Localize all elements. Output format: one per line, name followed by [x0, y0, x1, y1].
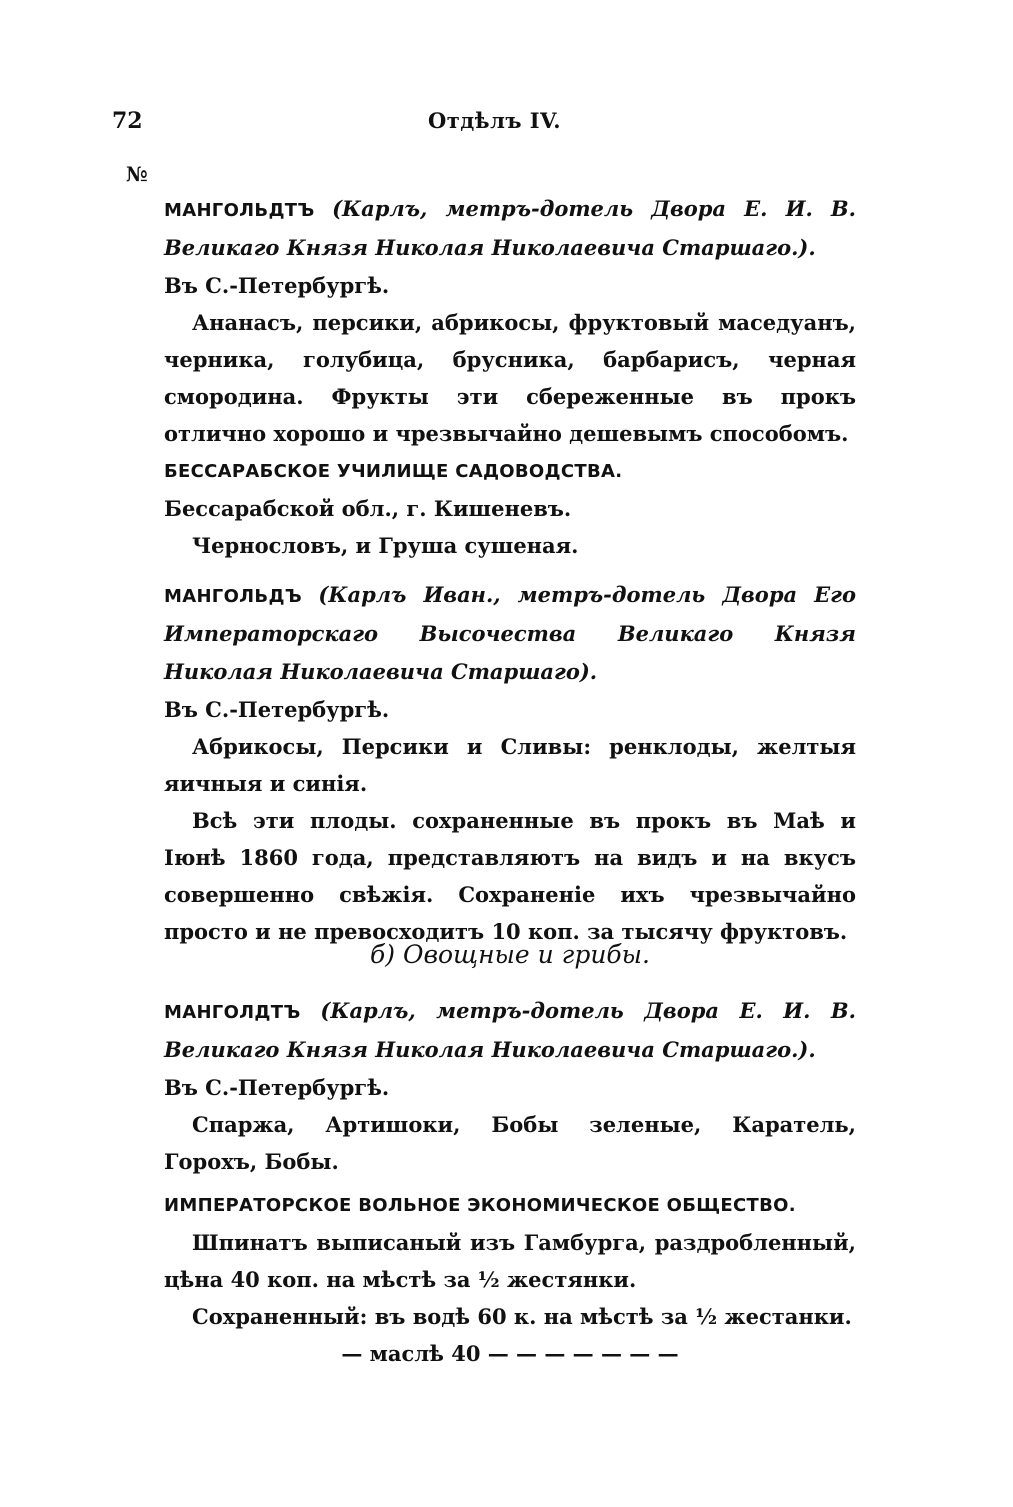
- exhibitor-name: МАНГОЛЬДЪ: [164, 586, 302, 607]
- entry-mangold-2: [164, 576, 856, 950]
- exhibit-description: Ананасъ, персики, абрикосы, фруктовый маседуанъ, черника, голубица, брусника, барбарисъ, черная смородина. Фрукты эти сбереженные въ прокъ отлично хорошо и чрезвычайно дешевымъ способомъ.: [164, 310, 856, 446]
- exhibitor-place: Въ С.-Петербургѣ.: [164, 1075, 390, 1100]
- entry-heading: [164, 576, 856, 691]
- exhibit-price-line-oil: — маслѣ 40 — — — — — — —: [341, 1341, 679, 1366]
- page-header: [112, 108, 852, 140]
- entry-heading: [164, 190, 856, 267]
- entry-heading: [164, 452, 856, 490]
- entry-mangoldt-1: [164, 190, 856, 452]
- entry-heading: [164, 992, 856, 1069]
- entry-economic-society: [164, 1186, 856, 1372]
- exhibitor-name: МАНГОЛЬДТЪ: [164, 200, 315, 221]
- page-number: 72: [112, 108, 143, 134]
- exhibit-description: Спаржа, Артишоки, Бобы зеленые, Каратель, Горохъ, Бобы.: [164, 1112, 856, 1174]
- exhibit-description: Чернословъ, и Груша сушеная.: [192, 533, 579, 558]
- exhibitor-name: БЕССАРАБСКОЕ УЧИЛИЩЕ САДОВОДСТВА.: [164, 461, 623, 482]
- exhibitor-title: (Карлъ, метръ-дотель Двора Е. И. В. Великаго Князя Николая Николаевича Старшаго.).: [164, 196, 856, 260]
- exhibitor-place: Въ С.-Петербургѣ.: [164, 697, 390, 722]
- entry-bessarabian-school: [164, 452, 856, 564]
- exhibit-note: Всѣ эти плоды. сохраненные въ прокъ въ Маѣ и Іюнѣ 1860 года, представляютъ на видъ и на вкусъ совершенно свѣжія. Сохраненіе ихъ чрезвычайно просто и не превосходитъ 10 коп. за тысячу фруктовъ.: [164, 808, 856, 944]
- section-heading: б) Овощные и грибы.: [369, 940, 650, 969]
- entry-heading: [164, 1186, 856, 1224]
- exhibitor-place: Бессарабской обл., г. Кишеневъ.: [164, 496, 572, 521]
- exhibit-price-line: Сохраненный: въ водѣ 60 к. на мѣстѣ за ½ жестанки.: [192, 1304, 852, 1329]
- entry-mangoldt-3: [164, 992, 856, 1180]
- exhibitor-name: ИМПЕРАТОРСКОЕ ВОЛЬНОЕ ЭКОНОМИЧЕСКОЕ ОБЩЕСТВО.: [164, 1195, 796, 1216]
- exhibitor-title: (Карлъ Иван., метръ-дотель Двора Его Императорскаго Высочества Великаго Князя Николая Николаевича Старшаго).: [164, 582, 856, 684]
- numero-sign: №: [126, 162, 148, 186]
- exhibit-description: Шпинатъ выписаный изъ Гамбурга, раздробленный, цѣна 40 коп. на мѣстѣ за ½ жестянки.: [164, 1230, 856, 1292]
- exhibitor-title: (Карлъ, метръ-дотель Двора Е. И. В. Великаго Князя Николая Николаевича Старшаго.).: [164, 998, 856, 1062]
- exhibit-description: Абрикосы, Персики и Сливы: ренклоды, желтыя яичныя и синія.: [164, 734, 856, 796]
- exhibitor-place: Въ С.-Петербургѣ.: [164, 273, 390, 298]
- running-head: Отдѣлъ IV.: [428, 108, 562, 133]
- exhibitor-name: МАНГОЛДТЪ: [164, 1002, 301, 1023]
